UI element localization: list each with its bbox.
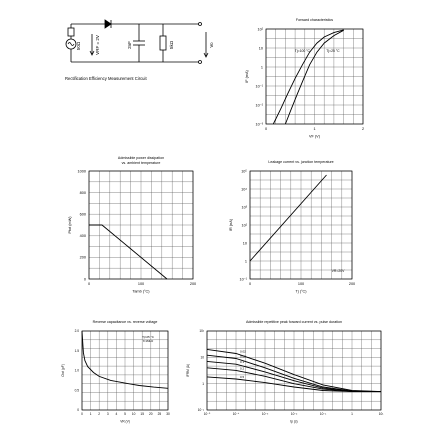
chart-capacitance: [61, 320, 170, 423]
x-tick-label: 15: [140, 412, 144, 417]
y-tick-label: 1.5: [74, 348, 79, 353]
x-tick-label: 5: [124, 412, 126, 417]
x-axis-label: VR (V): [120, 419, 130, 424]
y-tick-label: 10⁻²: [255, 103, 263, 108]
y-tick-label: 10⁻³: [255, 122, 263, 127]
y-axis-label: Ctot (pF): [61, 364, 65, 377]
source-resistance-label: 50Ω: [76, 41, 81, 51]
x-tick-label: 0: [81, 412, 83, 417]
y-tick-label: 0: [77, 408, 79, 413]
series-label: 0.2: [240, 366, 245, 371]
x-tick-label: 1: [351, 412, 353, 417]
chart-title: Forward characteristics: [295, 18, 334, 22]
x-tick-label: 200: [348, 281, 356, 286]
series-line: [273, 30, 343, 124]
x-tick-label: 10⁻⁵: [203, 412, 211, 417]
x-tick-label: 4: [115, 412, 118, 417]
x-axis-label: Tj (°C): [295, 289, 307, 294]
y-tick-label: 200: [79, 255, 86, 260]
chart-title: Reverse capacitance vs. reverse voltage: [92, 320, 158, 324]
x-tick-label: 3: [106, 412, 109, 417]
y-tick-label: 600: [79, 212, 86, 217]
chart-leakage: [229, 160, 355, 294]
y-tick-label: 10²: [241, 223, 247, 228]
circuit-caption: Rectification Efficiency Measurement Circuit: [65, 76, 147, 81]
chart-title: vs. ambient temperature: [121, 161, 161, 165]
annotation: VR=20V: [331, 268, 345, 273]
series-label: Tj=25 °C: [326, 49, 340, 54]
y-axis-label: IFRM (A): [186, 364, 190, 377]
x-tick-label: 1: [89, 412, 92, 417]
y-tick-label: 2.0: [74, 329, 79, 334]
series-label: 0.5: [240, 375, 245, 380]
x-tick-label: 100: [297, 281, 305, 286]
y-tick-label: 10⁴: [241, 187, 247, 192]
y-tick-label: 10: [242, 241, 247, 246]
y-tick-label: 10: [200, 355, 204, 360]
y-tick-label: 10²: [199, 329, 204, 334]
series-line: [250, 175, 327, 261]
chart-title: Leakage current vs. junction temperature: [268, 160, 334, 164]
chart-forward: [245, 18, 364, 139]
y-tick-label: 0: [83, 277, 86, 282]
capacitor-label: 2nF: [127, 41, 132, 49]
series-label: 0.05: [240, 354, 246, 359]
y-tick-label: 10⁵: [241, 169, 247, 174]
diode-symbol: [105, 20, 111, 28]
x-tick-label: 1: [313, 126, 316, 131]
y-tick-label: 1: [260, 65, 263, 70]
x-tick-label: 2: [361, 126, 365, 131]
source-resistor: [68, 28, 74, 36]
measurement-circuit: [66, 20, 208, 64]
annotation: f=1MHz: [142, 339, 154, 343]
source-wave-icon: [68, 43, 74, 46]
x-tick-label: 10⁻³: [261, 412, 269, 417]
y-tick-label: 10⁻¹: [255, 84, 263, 89]
y-tick-label: 10: [258, 46, 263, 51]
y-tick-label: 1: [202, 381, 204, 386]
x-tick-label: 30: [166, 412, 170, 417]
x-tick-label: 0: [264, 126, 268, 131]
x-tick-label: 0: [248, 281, 252, 286]
series-label: 0.02: [240, 349, 246, 354]
x-tick-label: 0: [87, 281, 91, 286]
x-tick-label: 10⁻⁴: [232, 412, 240, 417]
y-axis-label: Ptot (mW): [68, 216, 72, 234]
x-tick-label: 10⁻²: [290, 412, 298, 417]
x-axis-label: Tamb (°C): [132, 289, 150, 294]
x-axis-label: VF (V): [309, 134, 320, 139]
y-tick-label: 400: [79, 234, 86, 239]
series-line: [89, 225, 167, 279]
y-tick-label: 1.0: [74, 368, 79, 373]
resistor-label: 5kΩ: [169, 40, 174, 50]
y-axis-label: IF (mA): [245, 70, 249, 83]
y-tick-label: 10³: [241, 205, 247, 210]
x-tick-label: 10¹: [378, 412, 384, 417]
x-tick-label: 25: [157, 412, 162, 417]
x-tick-label: 10: [131, 412, 136, 417]
chart-title: Admissible repetitive peak forward current vs. pulse duration: [245, 320, 343, 324]
x-tick-label: 200: [189, 281, 197, 286]
y-tick-label: 1000: [77, 169, 86, 174]
x-tick-label: 100: [137, 281, 145, 286]
load-resistor: [160, 36, 166, 50]
x-axis-label: tp (s): [290, 419, 298, 424]
y-tick-label: 10⁻¹: [197, 408, 204, 413]
y-tick-label: 0.5: [74, 388, 79, 393]
x-tick-label: 2: [98, 412, 101, 417]
y-tick-label: 10²: [257, 27, 263, 32]
vrf-label: VRF = 2V: [95, 35, 100, 55]
y-tick-label: 1: [244, 259, 247, 264]
chart-pulse: [186, 320, 383, 423]
chart-title: Admissible power dissipation: [117, 156, 165, 160]
chart-power: [68, 156, 196, 294]
series-label: 0.1: [240, 360, 245, 365]
vo-label: Vo: [209, 42, 214, 48]
x-tick-label: 10⁻¹: [319, 412, 327, 417]
y-tick-label: 800: [79, 190, 86, 195]
y-tick-label: 10⁻¹: [239, 277, 247, 282]
y-axis-label: IR (nA): [229, 218, 233, 232]
series-label: Tj=100 °C: [294, 49, 310, 54]
x-tick-label: 20: [149, 412, 153, 417]
annotation: Tj=25 °C: [142, 335, 154, 339]
